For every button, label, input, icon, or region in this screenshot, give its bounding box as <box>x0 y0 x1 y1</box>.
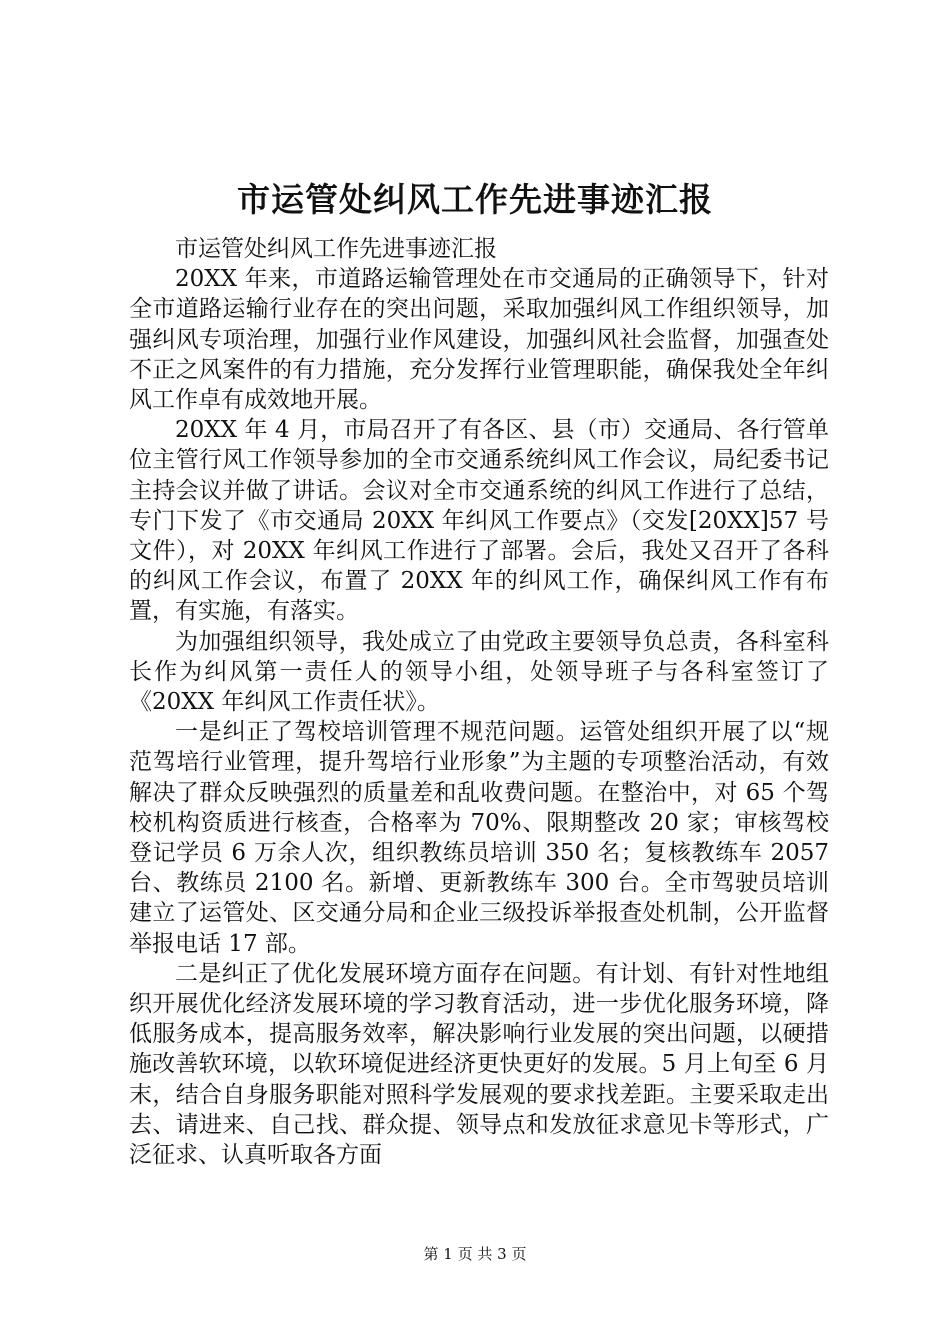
page-footer: 第 1 页 共 3 页 <box>423 1245 527 1263</box>
paragraph-driving-school: 一是纠正了驾校培训管理不规范问题。运管处组织开展了以“规范驾培行业管理，提升驾培行业形象”为主题的专项整治活动，有效解决了群众反映强烈的质量差和乱收费问题。在整治中，对 65 个驾校机构资质进行核查，合格率为 70%、限期整改 20 家；审核驾校登记学员 6 万余人次，组织教练员培训 350 名；复核教练车 2057 台、教练员 2100 名。新增、更新教练车 300 台。全市驾驶员培训建立了运管处、区交通分局和企业三级投诉举报查处机制，公开监督举报电话 17 部。 <box>129 719 829 957</box>
paragraph-meeting: 20XX 年 4 月，市局召开了有各区、县（市）交通局、各行管单位主管行风工作领导参加的全市交通系统纠风工作会议，局纪委书记主持会议并做了讲话。会议对全市交通系统的纠风工作进行了总结，专门下发了《市交通局 20XX 年纠风工作要点》（交发[20XX]57 号文件），对 20XX 年纠风工作进行了部署。会后，我处又召开了各科的纠风工作会议，布置了 20XX 年的纠风工作，确保纠风工作有布置，有实施，有落实。 <box>129 417 829 625</box>
paragraph-subtitle: 市运管处纠风工作先进事迹汇报 <box>175 236 497 262</box>
document-title: 市运管处纠风工作先进事迹汇报 <box>237 180 713 219</box>
paragraph-environment: 二是纠正了优化发展环境方面存在问题。有计划、有针对性地组织开展优化经济发展环境的学习教育活动，进一步优化服务环境，降低服务成本，提高服务效率，解决影响行业发展的突出问题，以硬措施改善软环境，以软环境促进经济更快更好的发展。5 月上旬至 6 月末，结合自身服务职能对照科学发展观的要求找差距。主要采取走出去、请进来、自己找、群众提、领导点和发放征求意见卡等形式，广泛征求、认真听取各方面 <box>129 960 829 1169</box>
paragraph-leadership: 为加强组织领导，我处成立了由党政主要领导负总责，各科室科长作为纠风第一责任人的领导小组，处领导班子与各科室签订了《20XX 年纠风工作责任状》。 <box>129 628 829 716</box>
paragraph-intro: 20XX 年来，市道路运输管理处在市交通局的正确领导下，针对全市道路运输行业存在的突出问题，采取加强纠风工作组织领导，加强纠风专项治理，加强行业作风建设，加强纠风社会监督，加强查处不正之风案件的有力措施，充分发挥行业管理职能，确保我处全年纠风工作卓有成效地开展。 <box>129 266 829 414</box>
document-body <box>129 234 829 1170</box>
